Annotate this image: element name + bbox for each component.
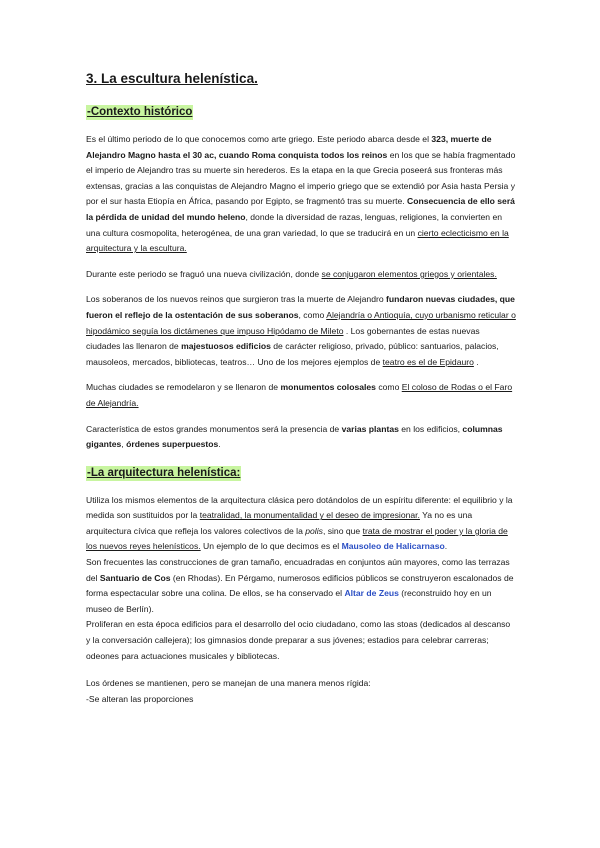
section-heading-context: -Contexto histórico	[87, 106, 193, 118]
paragraph-leisure: Proliferan en esta época edificios para el desarrollo del ocio ciudadano, como las stoas (dedicados al descanso y la conversación callejera); los gimnasios donde preparar a sus jóvenes; estadios para celebrar carreras; odeones para actuaciones musicales y bibliotecas.	[86, 619, 511, 661]
altar-zeus-link: Altar de Zeus	[344, 588, 399, 599]
mausoleo-link: Mausoleo de Halicarnaso	[341, 541, 445, 552]
paragraph-architecture: Utiliza los mismos elementos de la arquitectura clásica pero dotándolos de un espíritu diferente: el equilibrio y la medida son sustituidos por la teatralidad, la monumentalidad y el deseo de impresionar. Ya no es una arquitectura cívica que refleja los valores colectivos de la polis, sino que trata de mostrar el poder y la gloria de los nuevos reyes helenísticos. Un ejemplo de lo que decimos es el Mausoleo de Halicarnaso.	[86, 494, 513, 552]
paragraph-civilization: Durante este periodo se fraguó una nueva civilización, donde se conjugaron elementos griegos y orientales.	[86, 268, 497, 279]
paragraph-context: Es el último periodo de lo que conocemos como arte griego. Este periodo abarca desde el 323, muerte de Alejandro Magno hasta el 30 ac, cuando Roma conquista todos los reinos en los que se había fragmentado el imperio de Alejandro tras su muerte sin herederos. Es la etapa en la que Grecia poseerá sus fronteras más extensas, gracias a las conquistas de Alejandro Magno el imperio griego que se extendió por Asia hasta Persia y por el sur hasta Etiopía en África, pasando por Egipto, se fragmentó tras su muerte. Consecuencia de ello será la pérdida de unidad del mundo heleno, donde la diversidad de razas, lenguas, religiones, la convierten en una cultura cosmopolita, heterogénea, de una gran variedad, lo que se traducirá en un cierto eclecticismo en la arquitectura y la escultura.	[86, 134, 516, 254]
paragraph-sovereigns: Los soberanos de los nuevos reinos que surgieron tras la muerte de Alejandro fundaron nuevas ciudades, que fueron el reflejo de la ostentación de sus soberanos, como Alejandría o Antioquía, cuyo urbanismo reticular o hipodámico seguía los dictámenes que impuso Hipódamo de Mileto . Los gobernantes de estas nuevas ciudades las llenaron de majestuosos edificios de carácter religioso, privado, público: santuarios, palacios, mausoleos, mercados, bibliotecas, teatros… Uno de los mejores ejemplos de teatro es el de Epidauro .	[86, 294, 516, 367]
paragraph-large-constructions: Son frecuentes las construcciones de gran tamaño, encuadradas en conjuntos aún mayores, como las terrazas del Santuario de Cos (en Rhodas). En Pérgamo, numerosos edificios públicos se construyeron escalonados de forma espectacular sobre una colina. De ellos, se ha conservado el Altar de Zeus (reconstruido hoy en un museo de Berlín).	[86, 557, 514, 614]
document-page	[86, 70, 516, 707]
page-title: 3. La escultura helenística.	[86, 71, 258, 86]
section-heading-architecture: -La arquitectura helenística:	[87, 466, 241, 479]
paragraph-orders: Los órdenes se mantienen, pero se manejan de una manera menos rígida:	[86, 678, 371, 689]
paragraph-proportions: -Se alteran las proporciones	[86, 693, 194, 704]
paragraph-characteristics: Característica de estos grandes monumentos será la presencia de varias plantas en los edificios, columnas gigantes, órdenes superpuestos.	[86, 423, 503, 450]
paragraph-monuments: Muchas ciudades se remodelaron y se llenaron de monumentos colosales como El coloso de Rodas o el Faro de Alejandría.	[86, 382, 513, 408]
